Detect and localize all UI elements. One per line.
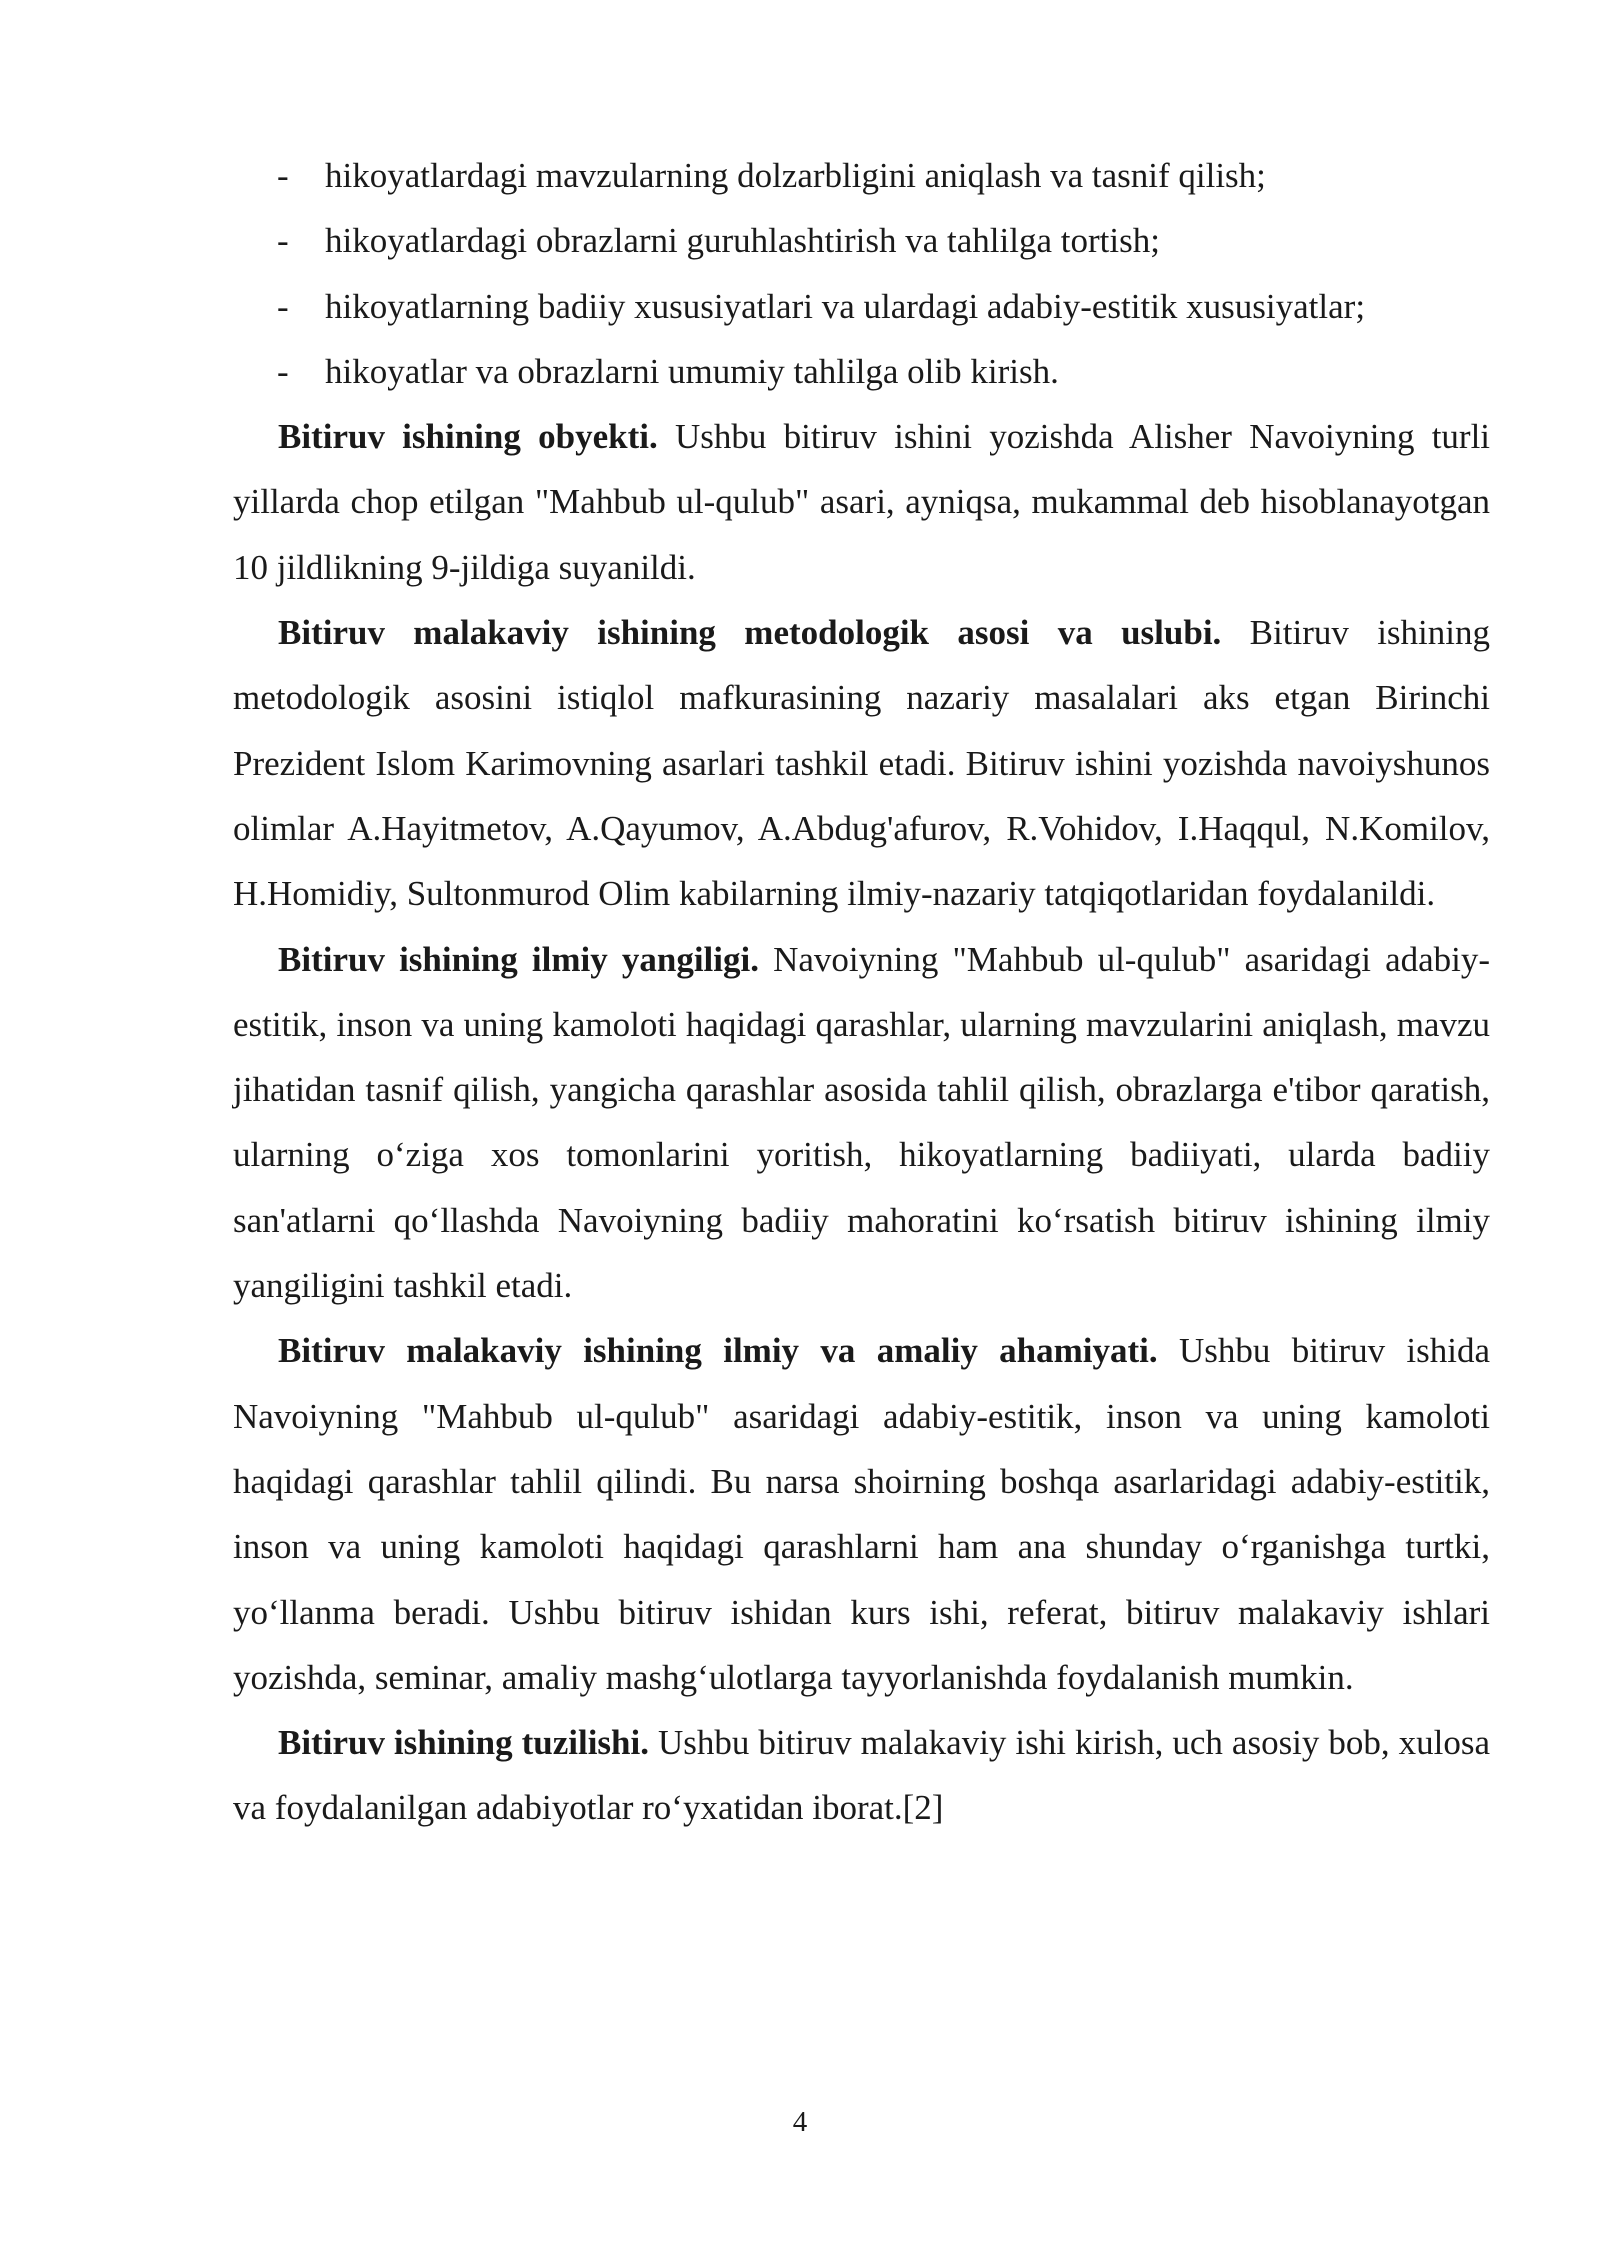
section-heading: Bitiruv malakaviy ishining ilmiy va amaliy ahamiyati. [278, 1331, 1158, 1371]
list-marker: - [277, 156, 289, 195]
list-item-text: hikoyatlar va obrazlarni umumiy tahlilga olib kirish. [325, 351, 1059, 391]
section-body: Navoiyning "Mahbub ul-qulub" asaridagi adabiy-estitik, inson va uning kamoloti haqidagi qarashlar, ularning mavzularini aniqlash, mavzu jihatidan tasnif qilish, yangicha qarashlar asosida tahlil qilish, obrazlarga e'tibor qaratish, ularning o‘ziga xos tomonlarini yoritish, hikoyatlarning badiiyati, ularda badiiy san'atlarni qo‘llashda Navoiyning badiiy mahoratini ko‘rsatish bitiruv ishining ilmiy yangiligini tashkil etadi. [233, 939, 1491, 1306]
task-list [233, 143, 1490, 404]
section-body: Ushbu bitiruv ishida Navoiyning "Mahbub ul-qulub" asaridagi adabiy-estitik, inson va uning kamoloti haqidagi qarashlar tahlil qilindi. Bu narsa shoirning boshqa asarlaridagi adabiy-estitik, inson va uning kamoloti haqidagi qarashlarni ham ana shunday o‘rganishga turtki, yo‘llanma beradi. Ushbu bitiruv ishidan kurs ishi, referat, bitiruv malakaviy ishlari yozishda, seminar, amaliy mashg‘ulotlarga tayyorlanishda foydalanish mumkin. [233, 1331, 1491, 1697]
list-item [233, 339, 1490, 404]
list-item [233, 143, 1490, 208]
section-body: Ushbu bitiruv malakaviy ishi kirish, uch asosiy bob, xulosa va foydalanilgan adabiyotlar ro‘yxatidan iborat.[2] [233, 1723, 1490, 1828]
section-object [233, 404, 1490, 600]
section-methodology [233, 600, 1490, 926]
list-item-text: hikoyatlardagi obrazlarni guruhlashtirish va tahlilga tortish; [325, 221, 1160, 261]
list-item-text: hikoyatlardagi mavzularning dolzarbligini aniqlash va tasnif qilish; [325, 156, 1266, 195]
section-heading: Bitiruv ishining ilmiy yangiligi. [278, 939, 759, 979]
page-number: 4 [792, 2106, 808, 2138]
section-novelty [233, 927, 1490, 1319]
section-body: Bitiruv ishining metodologik asosini istiqlol mafkurasining nazariy masalalari aks etgan Birinchi Prezident Islom Karimovning asarlari tashkil etadi. Bitiruv ishini yozishda navoiyshunos olimlar A.Hayitmetov, A.Qayumov, A.Abdug'afurov, R.Vohidov, I.Haqqul, N.Komilov, H.Homidiy, Sultonmurod Olim kabilarning ilmiy-nazariy tatqiqotlaridan foydalanildi. [233, 613, 1491, 914]
section-structure [233, 1710, 1490, 1841]
section-heading: Bitiruv ishining obyekti. [278, 417, 658, 457]
section-body: Ushbu bitiruv ishini yozishda Alisher Navoiyning turli yillarda chop etilgan "Mahbub ul-qulub" asari, ayniqsa, mukammal deb hisoblanayotgan 10 jildlikning 9-jildiga suyanildi. [233, 417, 1491, 587]
list-marker: - [277, 351, 289, 391]
list-marker: - [277, 221, 289, 261]
list-marker: - [277, 286, 289, 326]
list-item [233, 274, 1490, 339]
section-significance [233, 1318, 1490, 1710]
list-item [233, 208, 1490, 273]
list-item-text: hikoyatlarning badiiy xususiyatlari va ulardagi adabiy-estitik xususiyatlar; [325, 286, 1366, 326]
section-heading: Bitiruv ishining tuzilishi. [278, 1723, 649, 1763]
section-heading: Bitiruv malakaviy ishining metodologik asosi va uslubi. [278, 613, 1222, 653]
document-page [233, 143, 1490, 1841]
